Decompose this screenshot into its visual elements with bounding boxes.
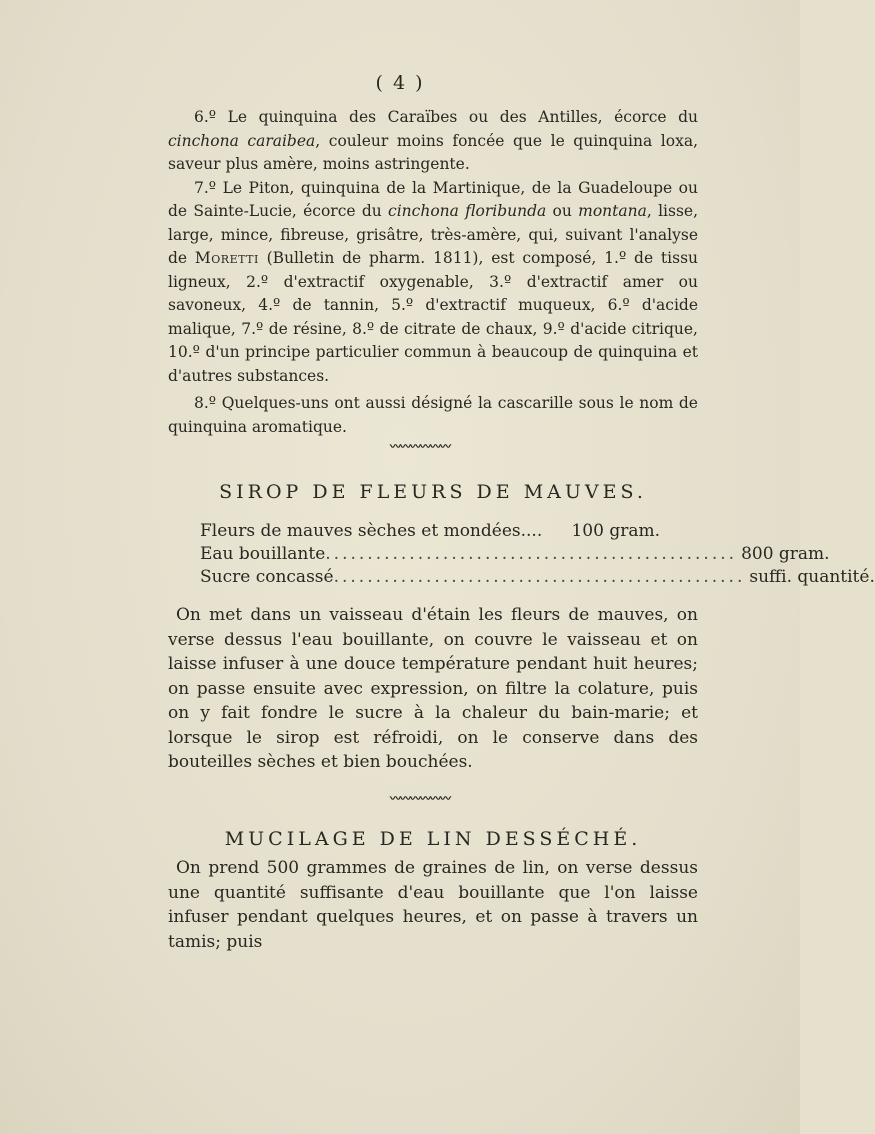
text-run: (Bulletin de pharm. 1811), est composé, 1.º de tissu ligneux, 2.º d'extractif oxygenable, 3.º d'extractif amer ou savoneux, 4.º de tannin, 5.º d'extractif muqueux, 6.º d'acide malique, 7.º de résine, 8.º de citrate de chaux, 9.º d'acide citrique, 10.º d'un principe particulier commun à beaucoup de quinquina et d'autres substances. — [168, 249, 699, 385]
recipe-row — [200, 520, 660, 543]
text-run: Le Piton, quinquina de la Martinique, de la Guadeloupe ou de Sainte-Lucie, écorce du — [168, 178, 698, 220]
paragraph: On met dans un vaisseau d'étain les fleurs de mauves, on verse dessus l'eau bouillante, on couvre le vaisseau et on laisse infuser à une douce température pendant huit heures; on passe ensuite avec expression, on filtre la colature, puis on y fait fondre le sucre à la chaleur du bain-marie; et lorsque le sirop est réfroidi, on le conserve dans des bouteilles sèches et bien bouchées. — [168, 605, 698, 772]
item-number: 6.º — [194, 108, 217, 126]
recipe-quantity: 100 gram. — [571, 521, 660, 541]
author-name: Moretti — [194, 249, 259, 267]
item-number: 8.º — [194, 394, 217, 412]
list-item — [168, 392, 698, 439]
italic-term: cinchona caraibea — [168, 131, 316, 150]
section-title: SIROP DE FLEURS DE MAUVES. — [219, 481, 647, 503]
section-body — [168, 856, 698, 954]
recipe-quantity: suffi. quantité. — [749, 567, 875, 587]
section-body — [168, 603, 698, 775]
text-run: ou — [546, 202, 579, 220]
text-run: Le quinquina des Caraïbes ou des Antilles, écorce du — [216, 108, 698, 126]
list-item — [168, 106, 698, 177]
ornamental-divider: 〰〰〰〰〰〰 — [390, 792, 450, 805]
recipe-ingredient: Eau bouillante — [200, 544, 326, 564]
recipe-ingredient: Fleurs de mauves sèches et mondées.... — [200, 521, 543, 541]
list-item — [168, 177, 698, 389]
italic-term: cinchona floribunda — [388, 202, 547, 220]
recipe-quantity: 800 gram. — [741, 544, 830, 564]
ornamental-divider: 〰〰〰〰〰〰 — [390, 440, 450, 453]
text-run: , lisse, large, mince, fibreuse, grisâtre, très-amère, qui, suivant l'analyse de — [168, 202, 699, 267]
recipe-row: Eau bouillante ................................................. 800 gram. — [200, 544, 830, 564]
item-number: 7.º — [194, 178, 217, 197]
quinquina-list — [168, 106, 698, 439]
page-number: ( 4 ) — [375, 72, 425, 94]
recipe-list — [200, 520, 875, 589]
italic-term: montana — [578, 202, 647, 220]
text-run: Quelques-uns ont aussi désigné la cascarille sous le nom de quinquina aromatique. — [168, 394, 698, 436]
recipe-row: Sucre concassé ................................................. suffi. quantité. — [200, 567, 875, 587]
section-title: MUCILAGE DE LIN DESSÉCHÉ. — [224, 828, 642, 850]
recipe-ingredient: Sucre concassé — [200, 567, 334, 587]
paragraph: On prend 500 grammes de graines de lin, on verse dessus une quantité suffisante d'eau bouillante que l'on laisse infuser pendant quelques heures, et on passe à travers un tamis; puis — [168, 858, 698, 952]
text-run: , couleur moins foncée que le quinquina loxa, saveur plus amère, moins astringente. — [168, 131, 698, 173]
